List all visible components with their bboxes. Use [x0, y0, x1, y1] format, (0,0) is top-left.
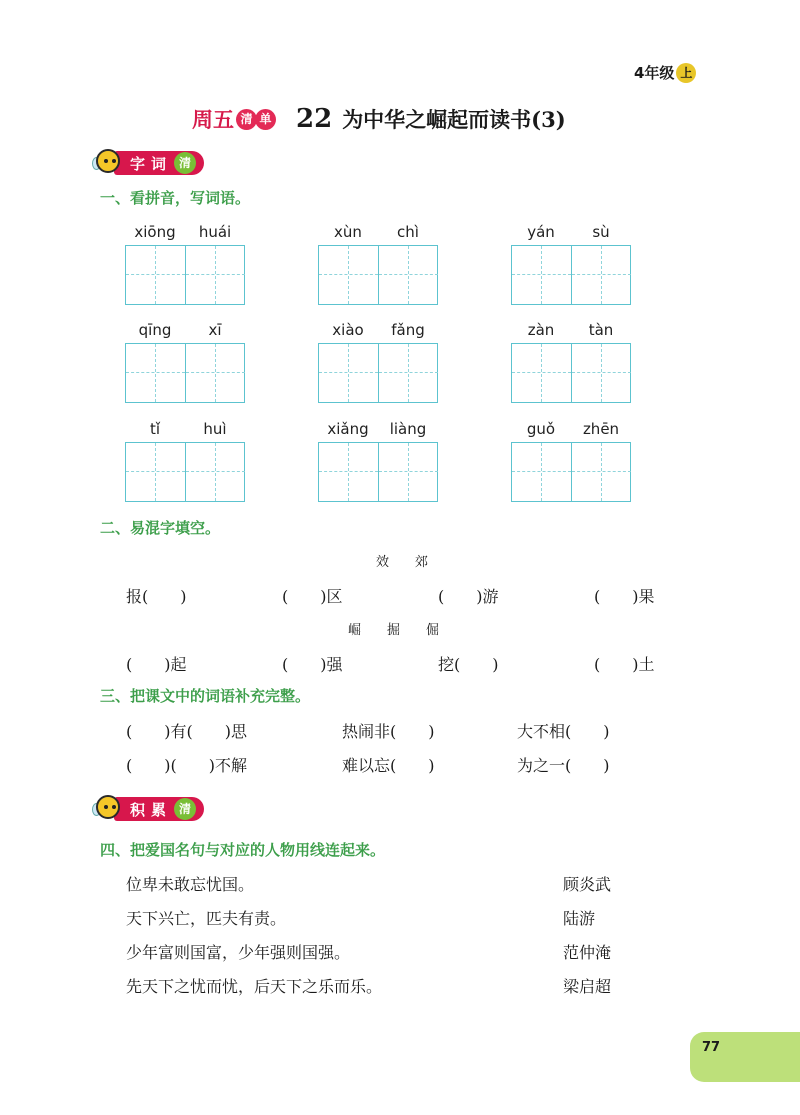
tianzige-box[interactable]	[511, 343, 631, 403]
person-item: 梁启超	[563, 977, 612, 996]
bee-icon	[92, 793, 122, 825]
dan-char: 单	[255, 109, 276, 130]
tianzige-box[interactable]	[318, 245, 438, 305]
tianzige-cell[interactable]	[126, 246, 185, 304]
tianzige-cell[interactable]	[512, 344, 571, 402]
section-badge-ziqi	[92, 147, 204, 179]
idiom-item: ( )( )不解	[126, 756, 247, 775]
section-heading-3: 三、把课文中的词语补充完整。	[100, 687, 311, 705]
tianzige-cell[interactable]	[572, 344, 631, 402]
person-item: 陆游	[563, 909, 596, 928]
page-title	[192, 104, 566, 134]
pinyin-label: yán	[527, 223, 555, 241]
quote-item: 少年富则国富，少年强则国强。	[126, 943, 351, 962]
pinyin-label: tàn	[588, 321, 614, 339]
pinyin-label: xiǎng	[327, 420, 369, 438]
idiom-item: 大不相( )	[517, 722, 610, 741]
qing-char: 清	[236, 109, 257, 130]
tianzige-cell[interactable]	[572, 443, 631, 501]
section-heading-4: 四、把爱国名句与对应的人物用线连起来。	[100, 841, 386, 859]
pinyin-label: chì	[397, 223, 419, 241]
char-options-2: 崛掘倔	[348, 623, 466, 638]
pinyin-label: fǎng	[391, 321, 425, 339]
fill-item: ( )土	[594, 655, 655, 674]
fill-item: 报( )	[126, 587, 187, 606]
qingdan-logo	[236, 109, 274, 130]
quote-item: 天下兴亡，匹夫有责。	[126, 909, 287, 928]
badge-label: 积累	[130, 800, 173, 819]
lesson-title: 为中华之崛起而读书(3)	[342, 107, 566, 132]
pinyin-label: zhēn	[582, 420, 620, 438]
fill-item: ( )果	[594, 587, 655, 606]
tianzige-cell[interactable]	[379, 246, 438, 304]
idiom-item: ( )有( )思	[126, 722, 247, 741]
tianzige-cell[interactable]	[186, 443, 245, 501]
pinyin-label: zàn	[527, 321, 555, 339]
grade-label	[634, 62, 696, 83]
fill-item: ( )区	[282, 587, 343, 606]
tianzige-cell[interactable]	[512, 246, 571, 304]
grade-text: 4年级	[634, 64, 675, 82]
fill-item: ( )起	[126, 655, 187, 674]
lesson-number: 22	[296, 104, 333, 134]
pinyin-label: xī	[208, 321, 222, 339]
tianzige-cell[interactable]	[126, 443, 185, 501]
tianzige-box[interactable]	[125, 343, 245, 403]
pinyin-label: qīng	[138, 321, 172, 339]
tianzige-box[interactable]	[318, 343, 438, 403]
fill-item: ( )强	[282, 655, 343, 674]
tianzige-box[interactable]	[511, 245, 631, 305]
pinyin-label: huái	[198, 223, 232, 241]
idiom-item: 为之一( )	[517, 756, 610, 775]
pinyin-label: huì	[203, 420, 227, 438]
tianzige-cell[interactable]	[379, 344, 438, 402]
day-label: 周五	[192, 108, 234, 132]
idiom-item: 难以忘( )	[342, 756, 435, 775]
page-number-tab	[690, 1032, 800, 1082]
tianzige-box[interactable]	[125, 245, 245, 305]
tianzige-cell[interactable]	[319, 246, 378, 304]
tianzige-cell[interactable]	[186, 246, 245, 304]
qing-icon: 清	[174, 798, 196, 820]
tianzige-box[interactable]	[318, 442, 438, 502]
fill-item: ( )游	[438, 587, 499, 606]
pinyin-label: xùn	[334, 223, 362, 241]
tianzige-box[interactable]	[511, 442, 631, 502]
pinyin-label: guǒ	[526, 420, 556, 438]
section-heading-2: 二、易混字填空。	[100, 519, 221, 537]
bee-icon	[92, 147, 122, 179]
grade-badge: 上	[676, 63, 696, 83]
fill-item: 挖( )	[438, 655, 499, 674]
person-item: 顾炎武	[563, 875, 612, 894]
pinyin-label: sù	[592, 223, 610, 241]
pinyin-label: xiào	[332, 321, 364, 339]
tianzige-cell[interactable]	[319, 443, 378, 501]
pinyin-label: liàng	[389, 420, 427, 438]
qing-icon: 清	[174, 152, 196, 174]
tianzige-cell[interactable]	[186, 344, 245, 402]
tianzige-cell[interactable]	[512, 443, 571, 501]
char-options-1: 效郊	[376, 555, 455, 570]
page-number: 77	[702, 1040, 721, 1055]
quote-item: 先天下之忧而忧，后天下之乐而乐。	[126, 977, 383, 996]
pinyin-label: tǐ	[149, 420, 161, 438]
idiom-item: 热闹非( )	[342, 722, 435, 741]
tianzige-cell[interactable]	[126, 344, 185, 402]
tianzige-box[interactable]	[125, 442, 245, 502]
pinyin-label: xiōng	[134, 223, 176, 241]
section-heading-1: 一、看拼音，写词语。	[100, 189, 251, 207]
tianzige-cell[interactable]	[319, 344, 378, 402]
quote-item: 位卑未敢忘忧国。	[126, 875, 255, 894]
badge-label: 字词	[130, 154, 173, 173]
person-item: 范仲淹	[563, 943, 612, 962]
tianzige-cell[interactable]	[572, 246, 631, 304]
section-badge-jilei	[92, 793, 204, 825]
tianzige-cell[interactable]	[379, 443, 438, 501]
